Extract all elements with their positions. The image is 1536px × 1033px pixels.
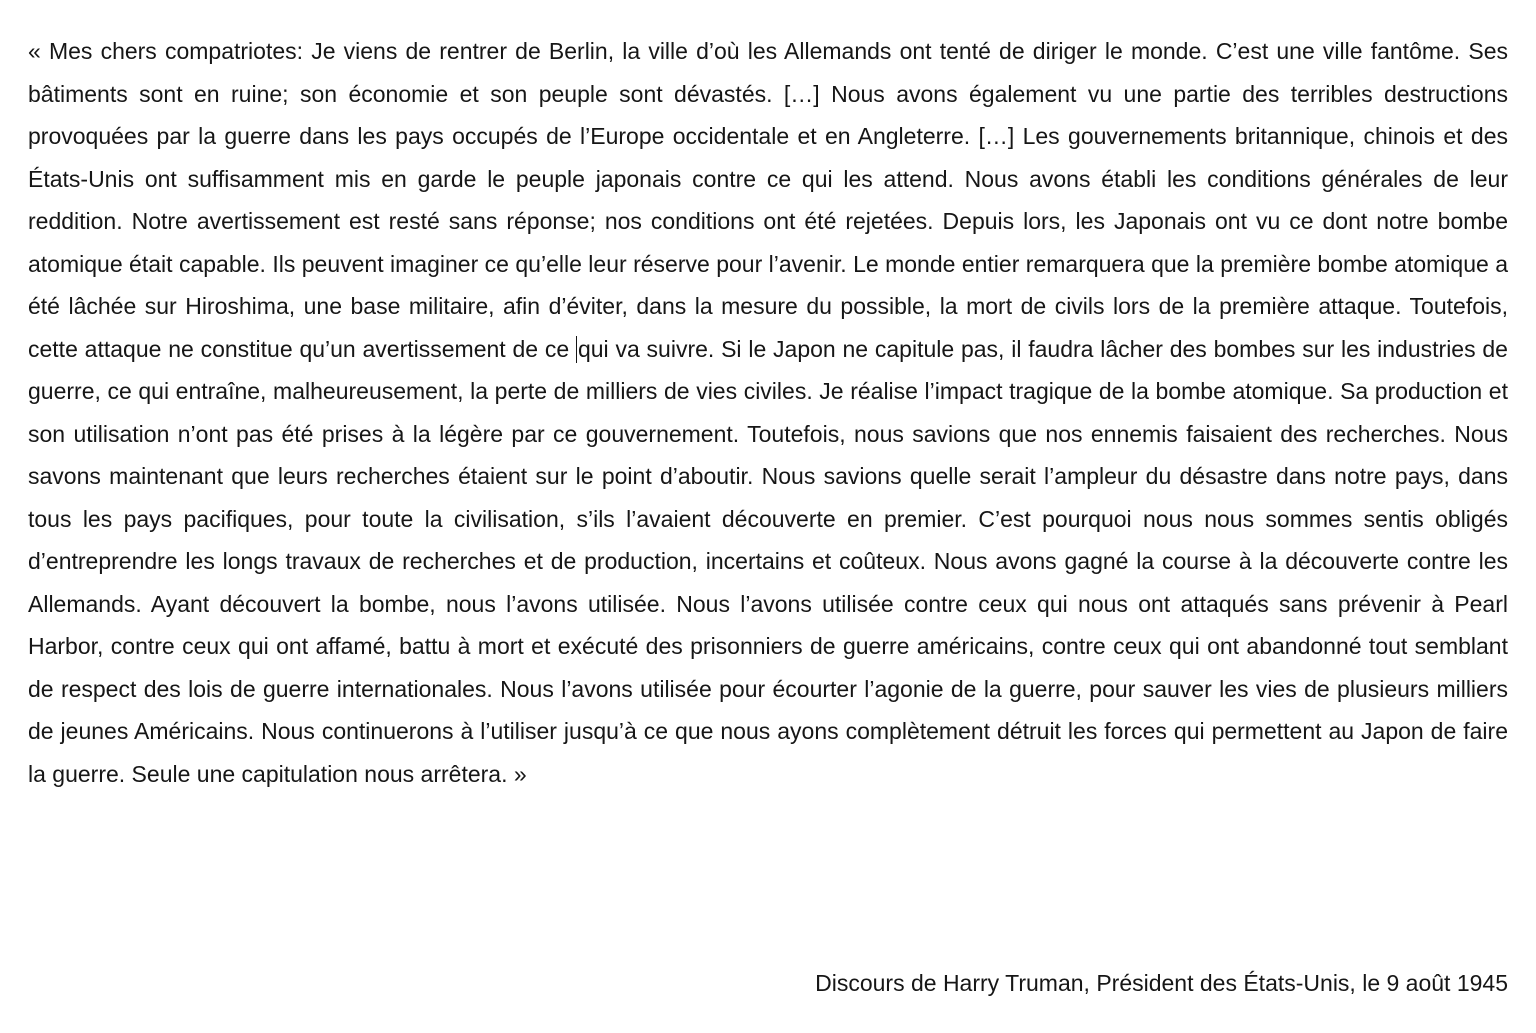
speech-quote[interactable] — [28, 30, 1508, 795]
document-body — [28, 30, 1508, 795]
quote-text-part-2: qui va suivre. Si le Japon ne capitule pas, il faudra lâcher des bombes sur les industries de guerre, ce qui entraîne, malheureusement, la perte de milliers de vies civiles. Je réalise l’impact tragique de la bombe atomique. Sa production et son utilisation n’ont pas été prises à la légère par ce gouvernement. Toutefois, nous savions que nos ennemis faisaient des recherches. Nous savons maintenant que leurs recherches étaient sur le point d’aboutir. Nous savions quelle serait l’ampleur du désastre dans notre pays, dans tous les pays pacifiques, pour toute la civilisation, s’ils l’avaient découverte en premier. C’est pourquoi nous nous sommes sentis obligés d’entreprendre les longs travaux de recherches et de production, incertains et coûteux. Nous avons gagné la course à la découverte contre les Allemands. Ayant découvert la bombe, nous l’avons utilisée. Nous l’avons utilisée contre ceux qui nous ont attaqués sans prévenir à Pearl Harbor, contre ceux qui ont affamé, battu à mort et exécuté des prisonniers de guerre américains, contre ceux qui ont abandonné tout semblant de respect des lois de guerre internationales. Nous l’avons utilisée pour écourter l’agonie de la guerre, pour sauver les vies de plusieurs milliers de jeunes Américains. Nous continuerons à l’utiliser jusqu’à ce que nous ayons complètement détruit les forces qui permettent au Japon de faire la guerre. Seule une capitulation nous arrêtera. » — [28, 335, 1508, 787]
quote-text-part-1: « Mes chers compatriotes: Je viens de rentrer de Berlin, la ville d’où les Allemands ont tenté de diriger le monde. C’est une ville fantôme. Ses bâtiments sont en ruine; son économie et son peuple sont dévastés. […] Nous avons également vu une partie des terribles destructions provoquées par la guerre dans les pays occupés de l’Europe occidentale et en Angleterre. […] Les gouvernements britannique, chinois et des États-Unis ont suffisamment mis en garde le peuple japonais contre ce qui les attend. Nous avons établi les conditions générales de leur reddition. Notre avertissement est resté sans réponse; nos conditions ont été rejetées. Depuis lors, les Japonais ont vu ce dont notre bombe atomique était capable. Ils peuvent imaginer ce qu’elle leur réserve pour l’avenir. Le monde entier remarquera que la première bombe atomique a été lâchée sur Hiroshima, une base militaire, afin d’éviter, dans la mesure du possible, la mort de civils lors de la première attaque. Toutefois, cette attaque ne constitue qu’un avertissement de ce — [28, 38, 1508, 362]
speech-attribution: Discours de Harry Truman, Président des États-Unis, le 9 août 1945 — [815, 970, 1508, 996]
text-cursor — [576, 336, 577, 363]
